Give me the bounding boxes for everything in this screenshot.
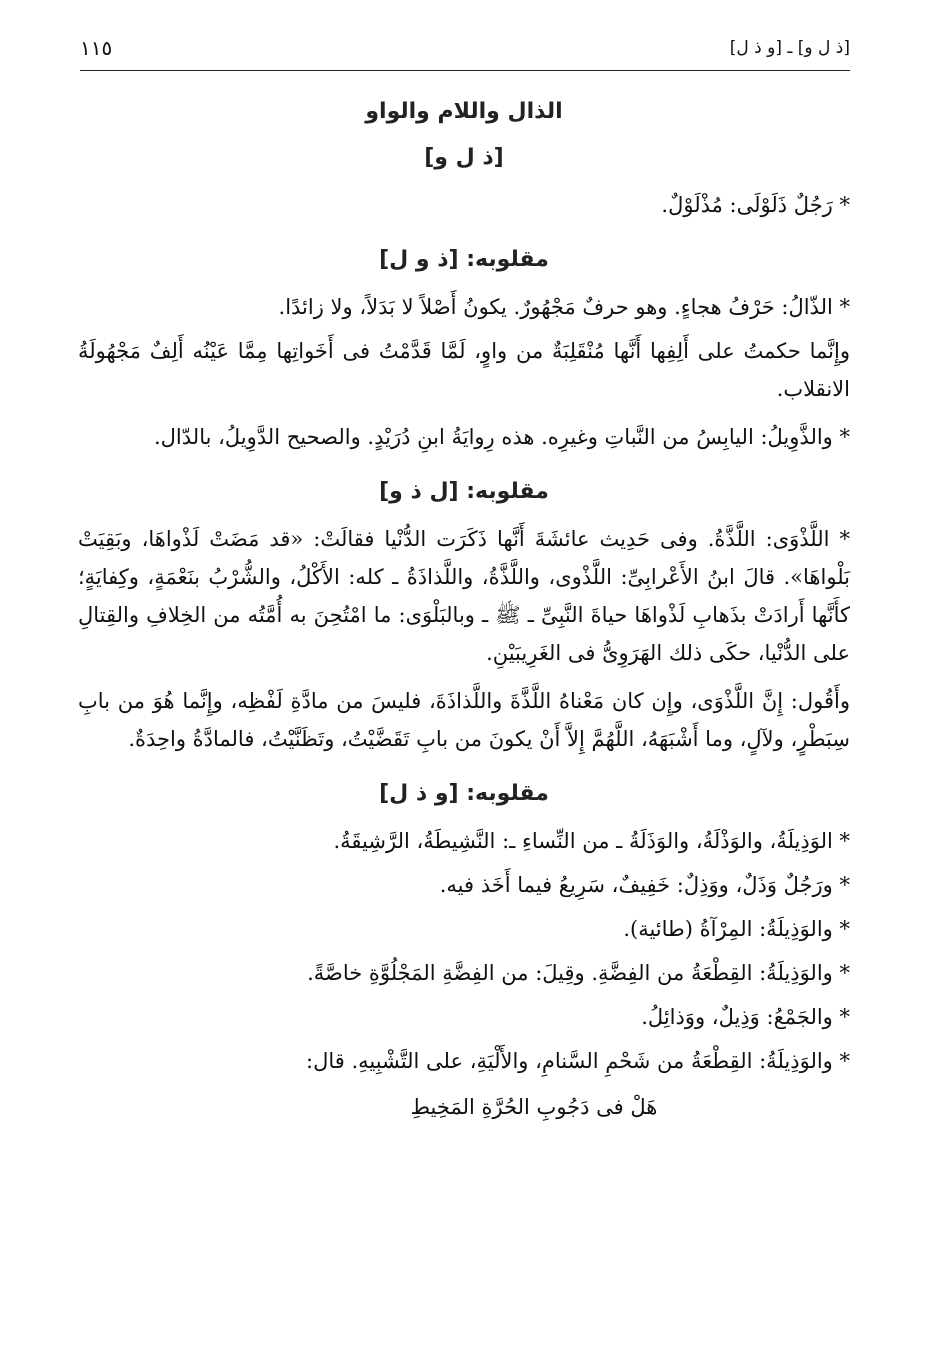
subheading: مقلوبه: [ل ذ و] xyxy=(379,479,549,504)
entry-paragraph: * والوَذِيلَةُ: القِطْعَةُ من الفِضَّةِ. وقِيلَ: من الفِضَّةِ المَجْلُوَّةِ خاصَّةً. xyxy=(307,961,850,985)
page-body xyxy=(78,92,850,1126)
header-rule xyxy=(80,70,850,71)
entry-paragraph: * والوَذِيلَةُ: المِرْآةُ (طائية). xyxy=(623,917,850,941)
entry-paragraph: * والجَمْعُ: وَذِيلٌ، ووَذائِلُ. xyxy=(641,1005,850,1029)
page-number: ١١٥ xyxy=(80,36,113,60)
entry-paragraph: * والذَّوِيلُ: اليابِسُ من النَّباتِ وغيرِه. هذه رِوايَةُ ابنِ دُرَيْدٍ. والصحيح الدَّوِيلُ، بالدّال. xyxy=(154,425,850,449)
entry-paragraph: * رَجُلٌ ذَلَوْلَى: مُذْلَوْلٌ. xyxy=(661,193,850,217)
running-head: [ذ ل و] ـ [و ذ ل] xyxy=(729,38,850,58)
subheading: مقلوبه: [ذ و ل] xyxy=(379,247,549,272)
entry-paragraph: * ورَجُلٌ وَذَلٌ، ووَذِلٌ: خَفِيفٌ، سَرِيعُ فيما أَخَذ فيه. xyxy=(439,873,850,897)
entry-paragraph: * والوَذِيلَةُ: القِطْعَةُ من شَحْمِ السَّنامِ، والأَلْيَةِ، على التَّشْبِيهِ. قال: xyxy=(306,1049,850,1073)
root-heading: [ذ ل و] xyxy=(424,145,504,170)
subheading: مقلوبه: [و ذ ل] xyxy=(379,781,549,806)
entry-paragraph: وإِنَّما حكمتُ على أَلِفِها أَنَّها مُنْقَلِبَةٌ من واوٍ، لَمَّا قَدَّمْتُ فى أَخَواتِها مِمَّا عَيْنُه أَلِفٌ مَجْهُولَةُ الانقلاب. xyxy=(78,339,850,401)
entry-paragraph: * الذّالُ: حَرْفُ هجاءٍ. وهو حرفٌ مَجْهُورٌ. يكونُ أَصْلاً لا بَدَلاً، ولا زائدًا. xyxy=(278,295,850,319)
entry-paragraph: وأَقُول: إِنَّ اللَّذْوَى، وإِن كان مَعْناهُ اللَّذَّةَ واللَّذاذَةَ، فليسَ من مادَّةِ لَفْظِه، وإِنَّما هُوَ من بابِ سِبَطْرٍ، ولآلٍ، وما أَشْبَهَهُ، اللَّهُمَّ إِلاَّ أَنْ يكونَ من بابِ تَقَضَّيْتُ، وتَظَنَّيْتُ، فالمادَّةُ واحِدَةٌ. xyxy=(78,689,850,751)
section-title: الذال واللام والواو xyxy=(365,99,563,124)
entry-paragraph: * اللَّذْوَى: اللَّذَّةُ. وفى حَدِيث عائشَةَ أَنَّها ذَكَرَت الدُّنْيا فقالَتْ: «قد مَضَتْ لَذْواهَا، وبَقِيَتْ بَلْواهَا». قالَ ابنُ الأَعْرابِىِّ: اللَّذْوى، واللَّذَّةُ، واللَّذاذَةُ ـ كله: الأَكْلُ، والشُّرْبُ بنَعْمَةٍ، وكِفايَةٍ؛ كأَنَّها أَرادَتْ بذَهابِ لَذْواهَا حياةَ النَّبِىِّ ـ ﷺ ـ وبالبَلْوَى: ما امْتُحِنَ به أُمَّتُه من الخِلافِ والقِتالِ على الدُّنْيا، حكَى ذلك الهَرَوِىُّ فى الغَرِيبَيْنِ. xyxy=(78,527,850,665)
entry-paragraph: * الوَذِيلَةُ، والوَذْلَةُ، والوَذَلَةُ ـ من النِّساءِ ـ: النَّشِيطَةُ، الرَّشِيقَةُ. xyxy=(333,829,850,853)
verse-line: هَلْ فى دَجُوبِ الحُرَّةِ المَخِيطِ xyxy=(410,1095,658,1119)
